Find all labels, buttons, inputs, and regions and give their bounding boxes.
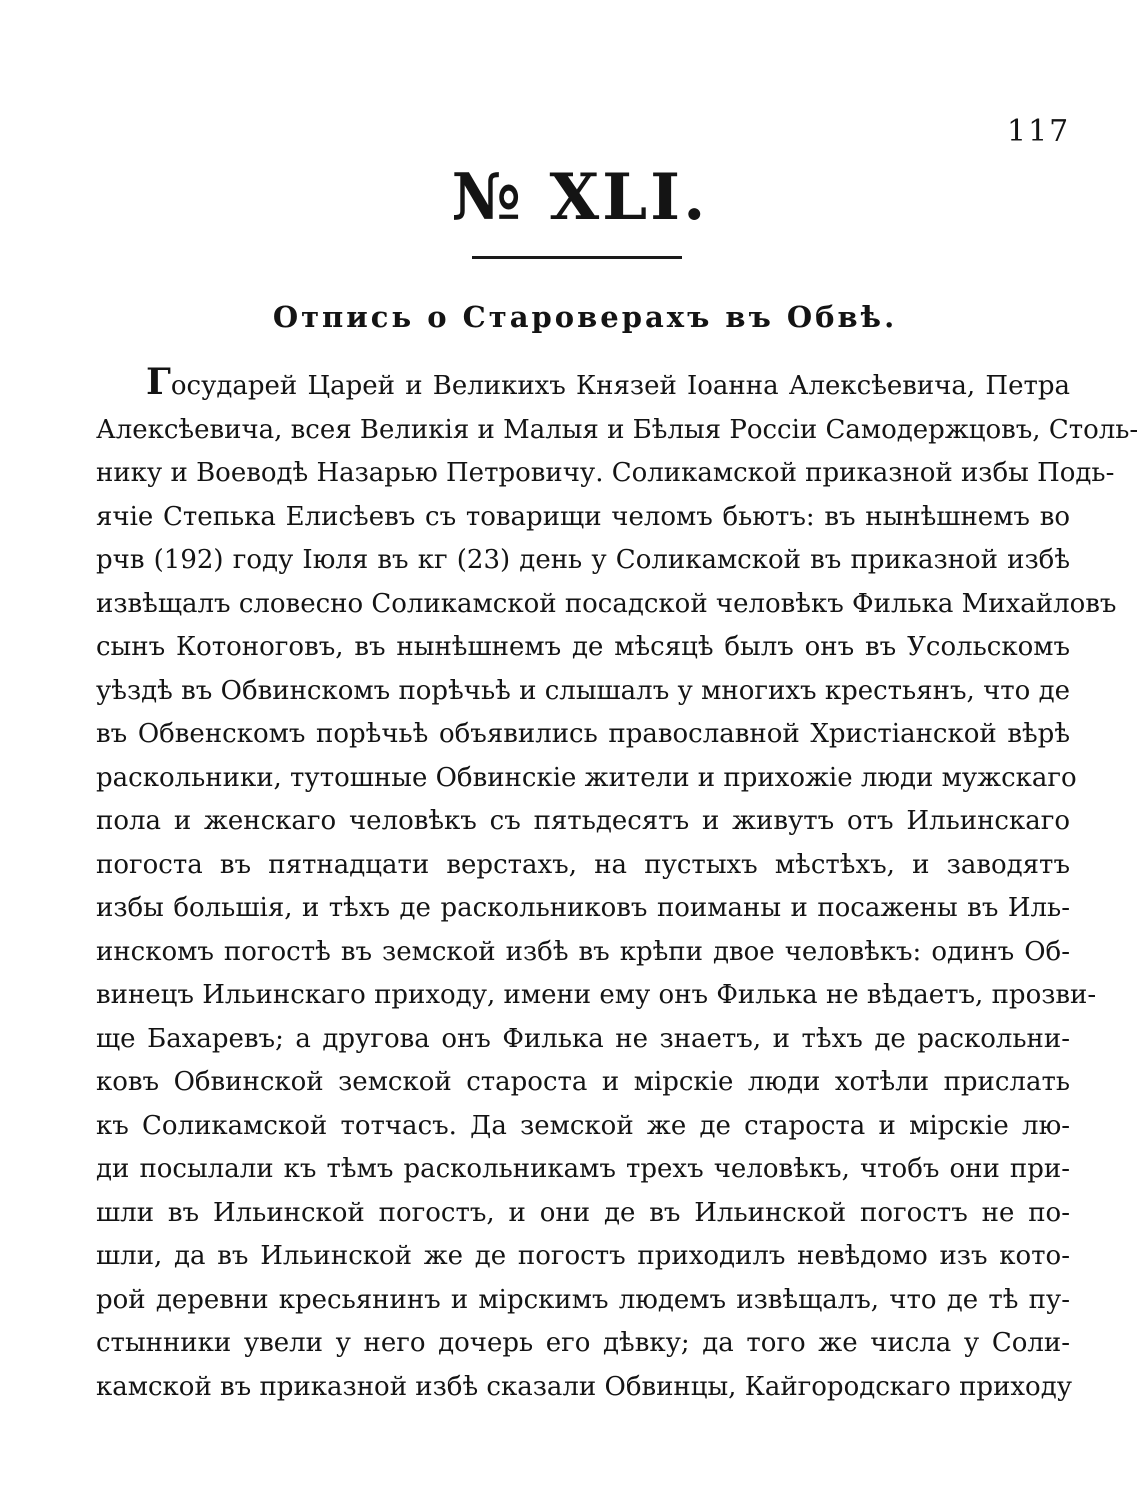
body-line: раскольники, тутошные Обвинскіе жители и прихожіе люди мужскаго xyxy=(96,762,1077,793)
body-line: камской въ приказной избѣ сказали Обвинцы, Кайгородскаго приходу xyxy=(96,1371,1073,1402)
body-line: ще Бахаревъ; а другова онъ Филька не знаетъ, и тѣхъ де раскольни- xyxy=(96,1023,1070,1054)
body-line: ди посылали къ тѣмъ раскольникамъ трехъ человѣкъ, чтобъ они при- xyxy=(96,1154,1070,1184)
body-line: погоста въ пятнадцати верстахъ, на пустыхъ мѣстѣхъ, и заводятъ xyxy=(96,849,1070,880)
title-divider xyxy=(472,256,682,259)
body-line: Алексѣевича, всея Великія и Малыя и Бѣлыя Россіи Самодержцовъ, Столь- xyxy=(96,414,1139,445)
document-title: Отпись о Староверахъ въ Обвѣ. xyxy=(272,300,898,334)
body-line: ячіе Степька Елисѣевъ съ товарищи челомъ бьютъ: въ нынѣшнемъ во xyxy=(96,501,1070,532)
document-body xyxy=(96,361,1139,1409)
body-line: нику и Воеводѣ Назарью Петровичу. Соликамской приказной избы Подь- xyxy=(96,458,1115,488)
body-line: шли въ Ильинской погостъ, и они де въ Ильинской погостъ не по- xyxy=(96,1197,1070,1228)
drop-initial: Г xyxy=(146,361,171,403)
body-line: инскомъ погостѣ въ земской избѣ въ крѣпи двое человѣкъ: одинъ Об- xyxy=(96,936,1070,967)
body-line: къ Соликамской тотчасъ. Да земской же де староста и мірскіе лю- xyxy=(96,1110,1070,1141)
body-line: рой деревни кресьянинъ и мірскимъ людемъ извѣщалъ, что де тѣ пу- xyxy=(96,1284,1070,1315)
body-line: въ Обвенскомъ порѣчьѣ объявились православной Христіанской вѣрѣ xyxy=(96,719,1070,749)
body-line: пола и женскаго человѣкъ съ пятьдесятъ и живутъ отъ Ильинскаго xyxy=(96,806,1070,836)
document-number: № XLI. xyxy=(451,160,709,235)
body-line: рчв (192) году Іюля въ кг (23) день у Соликамской въ приказной избѣ xyxy=(96,545,1070,575)
page-number: 117 xyxy=(1007,114,1071,149)
body-line: винецъ Ильинскаго приходу, имени ему онъ Филька не вѣдаетъ, прозви- xyxy=(96,980,1097,1010)
body-line xyxy=(96,361,1070,409)
body-line: ковъ Обвинской земской староста и мірскіе люди хотѣли прислать xyxy=(96,1067,1070,1097)
body-line: извѣщалъ словесно Соликамской посадской человѣкъ Филька Михайловъ xyxy=(96,588,1117,619)
body-line: избы большія, и тѣхъ де раскольниковъ поиманы и посажены въ Иль- xyxy=(96,893,1070,923)
body-line: шли, да въ Ильинской же де погостъ приходилъ невѣдомо изъ кото- xyxy=(96,1241,1070,1271)
body-line: сынъ Котоноговъ, въ нынѣшнемъ де мѣсяцѣ былъ онъ въ Усольскомъ xyxy=(96,632,1070,662)
body-line: стынники увели у него дочерь его дѣвку; да того же числа у Соли- xyxy=(96,1328,1070,1358)
body-line: уѣздѣ въ Обвинскомъ порѣчьѣ и слышалъ у многихъ крестьянъ, что де xyxy=(96,675,1070,706)
body-line-text: осударей Царей и Великихъ Князей Іоанна Алексѣевича, Петра xyxy=(170,371,1070,401)
